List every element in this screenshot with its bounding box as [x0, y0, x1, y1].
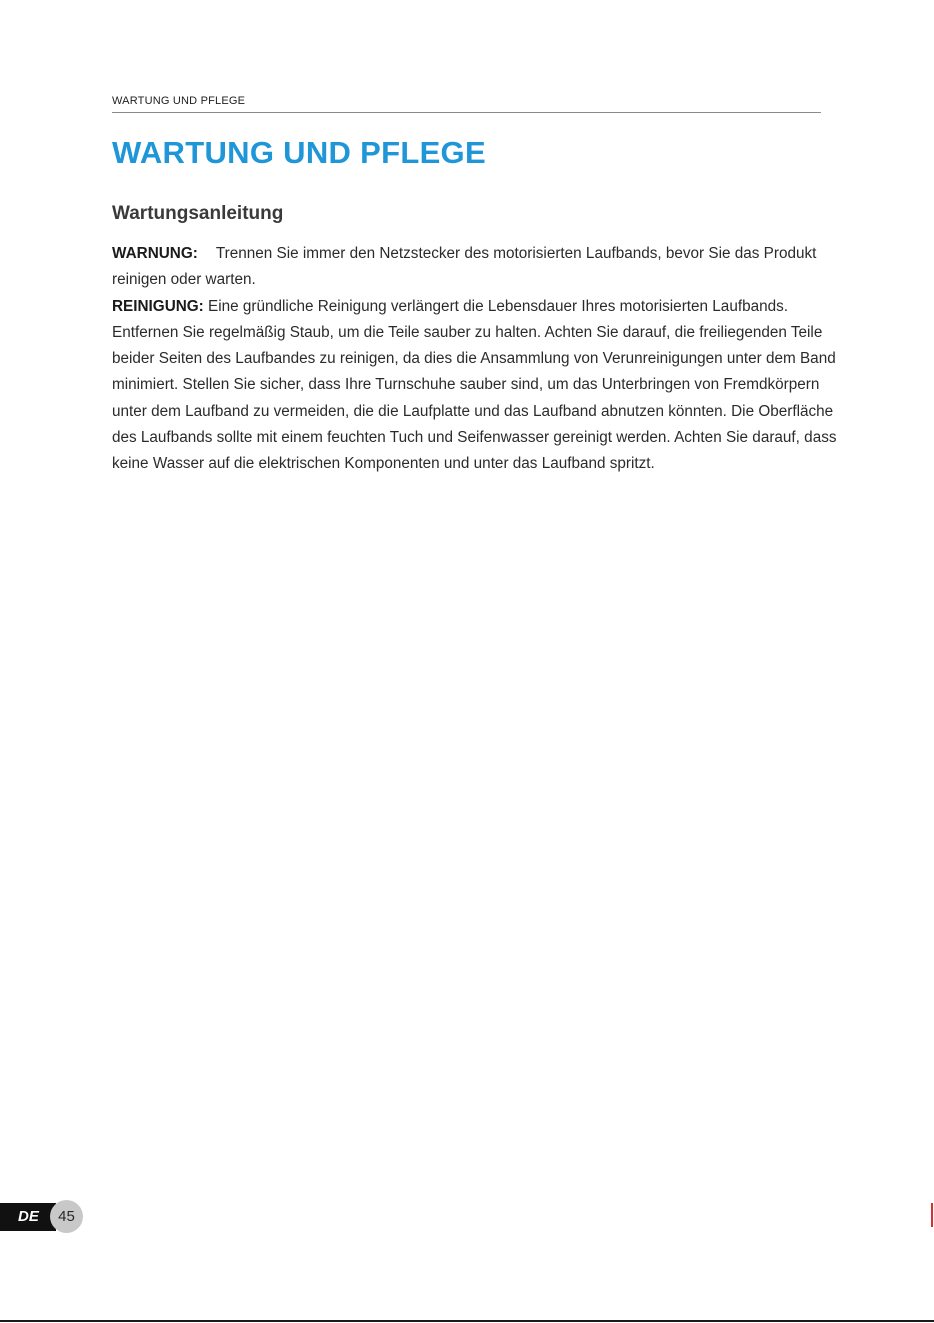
- running-header: WARTUNG UND PFLEGE: [112, 95, 246, 107]
- section-heading: Wartungsanleitung: [112, 203, 284, 224]
- page-title: WARTUNG UND PFLEGE: [112, 135, 486, 170]
- bottom-border: [0, 1320, 934, 1322]
- cleaning-text: Eine gründliche Reinigung verlängert die Lebensdauer Ihres motorisierten Laufbands. Entfernen Sie regelmäßig Staub, um die Teile sauber zu halten. Achten Sie darauf, die freiliegenden Teile beider Seiten des Laufbandes zu reinigen, da dies die Ansammlung von Verunreinigungen unter dem Band minimiert. Stellen Sie sicher, dass Ihre Turnschuhe sauber sind, um das Unterbringen von Fremdkörpern unter dem Laufband zu vermeiden, die die Laufplatte und das Laufband abnutzen könnten. Die Oberfläche des Laufbands sollte mit einem feuchten Tuch und Seifenwasser gereinigt werden. Achten Sie darauf, dass keine Wasser auf die elektrischen Komponenten und unter das Laufband spritzt.: [112, 297, 837, 473]
- cleaning-label: REINIGUNG:: [112, 297, 204, 315]
- header-divider: [112, 112, 821, 113]
- warning-label: WARNUNG:: [112, 245, 198, 262]
- warning-paragraph: [112, 241, 852, 294]
- language-tag: DE: [0, 1203, 56, 1231]
- edge-marker: [931, 1203, 933, 1227]
- cleaning-paragraph: [112, 294, 852, 478]
- body-text: [112, 241, 852, 478]
- warning-text: Trennen Sie immer den Netzstecker des motorisierten Laufbands, bevor Sie das Produkt reinigen oder warten.: [112, 245, 817, 289]
- page-number-badge: 45: [50, 1200, 83, 1233]
